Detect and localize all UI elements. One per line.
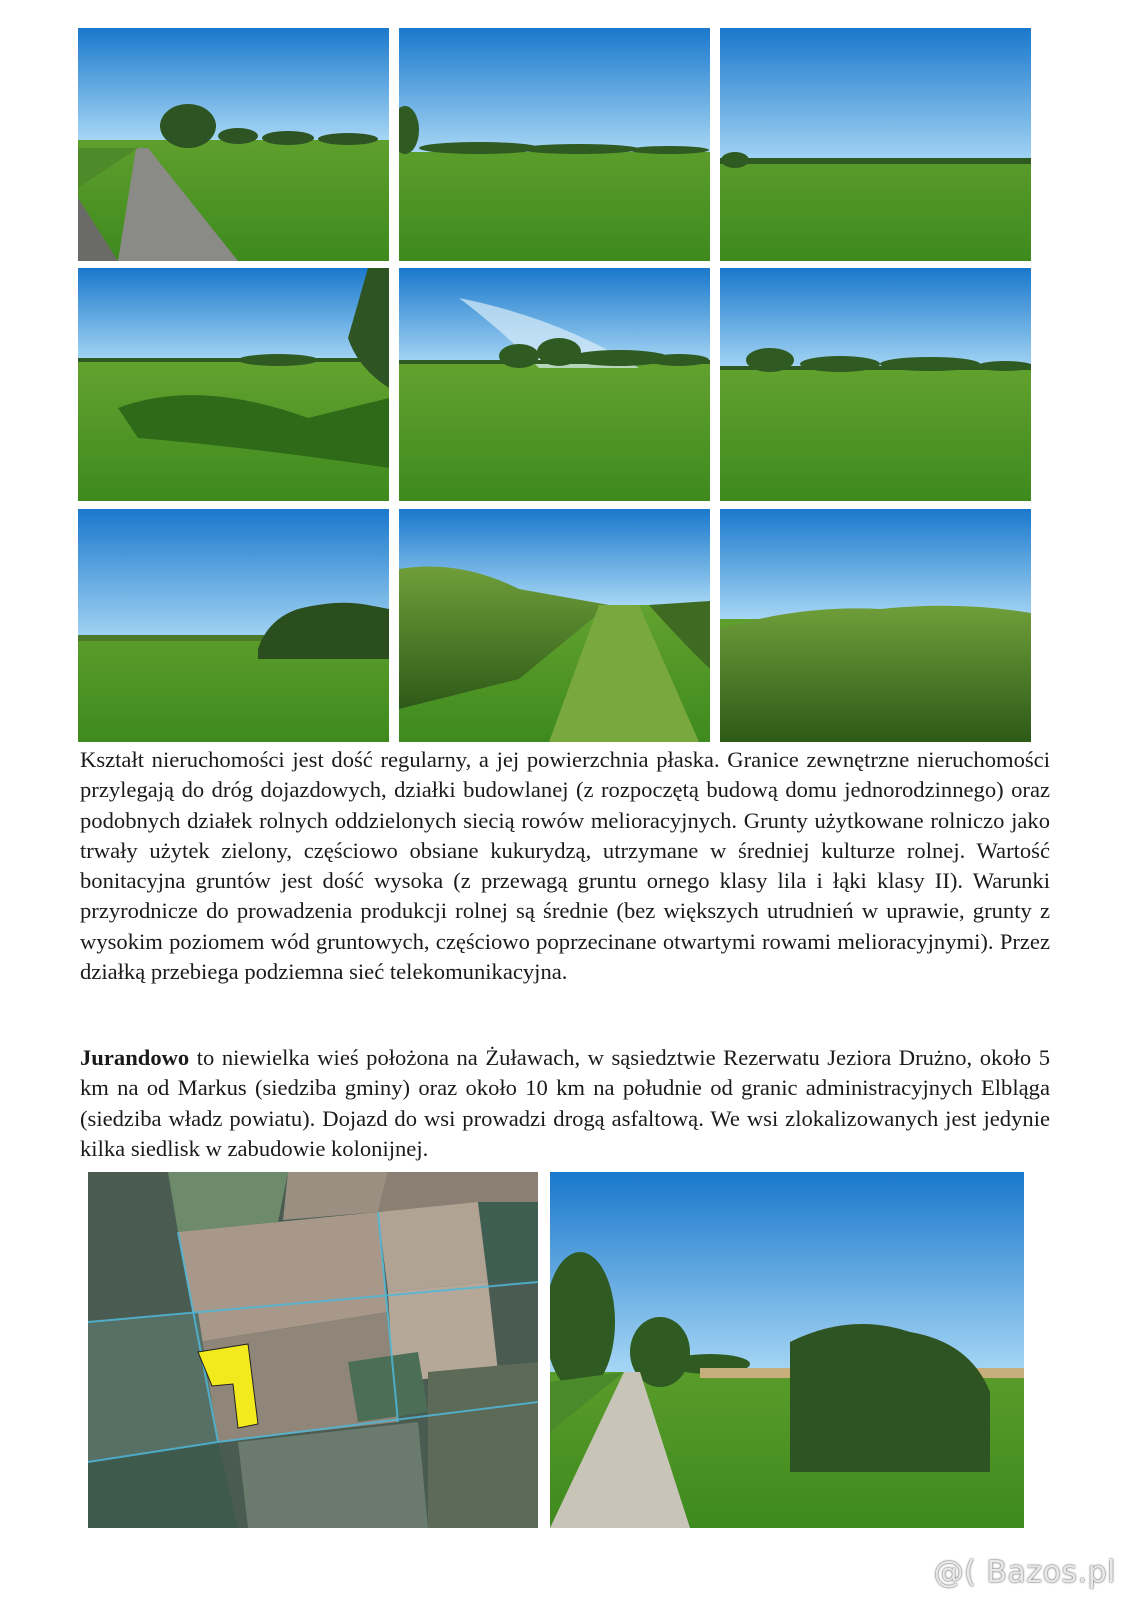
village-name: Jurandowo: [80, 1045, 190, 1070]
photo-meadow-bushes: [78, 509, 389, 742]
photo-road-field: [78, 28, 389, 261]
photo-meadow-2: [720, 28, 1031, 261]
photo-corn-path: [399, 509, 710, 742]
village-text: to niewielka wieś położona na Żuławach, w sąsiedztwie Rezerwatu Jeziora Drużno, około 5 km na od Markus (siedziba gminy) oraz około 10 km na południe od granic administracyjnych Elbląga (siedziba władz powiatu). Dojazd do wsi prowadzi drogą asfaltową. We wsi zlokalizowanych jest jedynie kilka siedlisk w zabudowie kolonijnej.: [80, 1045, 1050, 1161]
aerial-map: [88, 1172, 538, 1528]
paragraph-village-description: [80, 1043, 1050, 1164]
photo-meadow-trees-1: [399, 268, 710, 501]
photo-ditch-meadow: [78, 268, 389, 501]
photo-meadow-trees-2: [720, 268, 1031, 501]
watermark: @( Bazos.pl: [933, 1555, 1116, 1590]
photo-corn-field: [720, 509, 1031, 742]
photo-meadow-1: [399, 28, 710, 261]
paragraph-property-description: Kształt nieruchomości jest dość regularny, a jej powierzchnia płaska. Granice zewnętrzne nieruchomości przylegają do dróg dojazdowych, działki budowlanej (z rozpoczętą budową domu jednorodzinnego) oraz podobnych działek rolnych oddzielonych siecią rowów melioracyjnych. Grunty użytkowane rolniczo jako trwały użytek zielony, częściowo obsiane kukurydzą, utrzymane w średniej kulturze rolnej. Wartość bonitacyjna gruntów jest dość wysoka (z przewagą gruntu ornego klasy lila i łąki klasy II). Warunki przyrodnicze do prowadzenia produkcji rolnej są średnie (bez większych utrudnień w uprawie, grunty z wysokim poziomem wód gruntowych, częściowo poprzecinane otwartymi rowami melioracyjnymi). Przez działką przebiega podziemna sieć telekomunikacyjna.: [80, 747, 1050, 985]
photo-concrete-road: [550, 1172, 1024, 1528]
